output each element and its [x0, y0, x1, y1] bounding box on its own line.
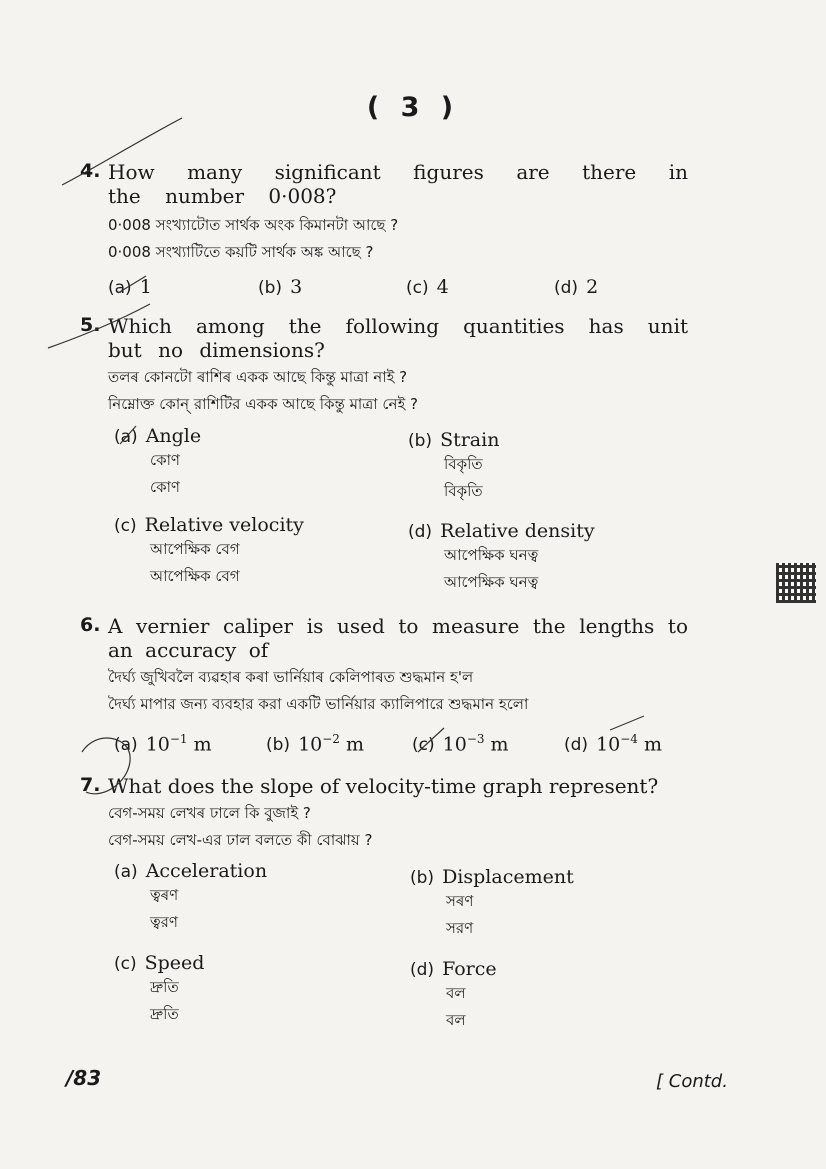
- option-c: (c) $10^{-3}$ m: [412, 732, 509, 756]
- question-number: 6.: [80, 614, 101, 636]
- continued-label: [ Contd.: [656, 1071, 728, 1092]
- question-text: A vernier caliper is used to measure the lengths to an accuracy of: [108, 614, 688, 662]
- option-b: (b) $10^{-2}$ m: [266, 732, 365, 756]
- options-row: [114, 732, 662, 755]
- option-d: (d) $10^{-4}$ m: [564, 732, 663, 756]
- question-4: [80, 160, 690, 298]
- options-grid: [114, 952, 674, 1042]
- question-text: What does the slope of velocity-time graph represent?: [108, 774, 659, 798]
- question-number: 5.: [80, 314, 101, 336]
- question-text-assamese: তলৰ কোনটো ৰাশিৰ একক আছে কিন্তু মাত্ৰা নাই ?: [108, 368, 408, 386]
- option-a: (a) $10^{-1}$ m: [114, 732, 212, 756]
- question-5: [80, 314, 690, 418]
- options-grid: [114, 514, 674, 604]
- option-c: (c) Speed দ্ৰুতি দ্রুতি: [114, 952, 205, 1023]
- paper-code: /83: [66, 1066, 102, 1090]
- option-c: (c) Relative velocity আপেক্ষিক বেগ আপেক্ষিক বেগ: [114, 514, 304, 585]
- question-number: 7.: [80, 774, 101, 796]
- question-text-assamese: দৈৰ্ঘ্য জুখিবলৈ ব্যৱহাৰ কৰা ভাৰ্নিয়াৰ কেলিপাৰত শুদ্ধমান হ'ল: [108, 668, 474, 686]
- question-text-assamese: 0·008 সংখ্যাটোত সাৰ্থক অংক কিমানটা আছে ?: [108, 216, 399, 234]
- option-d: (d) Relative density আপেক্ষিক ঘনত্ব আপেক্ষিক ঘনত্ব: [408, 520, 595, 591]
- option-d: (d) Force বল বল: [410, 958, 497, 1029]
- option-b: (b) 3: [258, 276, 303, 298]
- question-text-bengali: নিম্নোক্ত কোন্ রাশিটির একক আছে কিন্তু মাত্রা নেই ?: [108, 395, 418, 413]
- question-text: How many significant figures are there in the number 0·008?: [108, 160, 688, 208]
- option-a: (a) 1: [108, 276, 152, 298]
- page-number: ( 3 ): [366, 92, 460, 123]
- pen-stroke: [610, 716, 644, 730]
- option-b: (b) Displacement সৰণ সরণ: [410, 866, 574, 937]
- option-a: (a) Angle কোণ কোণ: [114, 425, 202, 496]
- question-number: 4.: [80, 160, 101, 182]
- question-6: [80, 614, 690, 718]
- question-text-assamese: বেগ-সময় লেখৰ ঢালে কি বুজাই ?: [108, 804, 311, 822]
- options-row: [108, 276, 690, 298]
- question-7: [80, 774, 690, 854]
- option-a: (a) Acceleration ত্বৰণ ত্বরণ: [114, 860, 268, 931]
- options-grid: [114, 860, 674, 950]
- question-text-bengali: দৈর্ঘ্য মাপার জন্য ব্যবহার করা একটি ভার্নিয়ার ক্যালিপারে শুদ্ধমান হলো: [108, 695, 529, 713]
- question-text: Which among the following quantities has unit but no dimensions?: [108, 314, 688, 362]
- options-grid: [114, 425, 674, 515]
- option-b: (b) Strain বিকৃতি বিকৃতি: [408, 429, 500, 500]
- option-d: (d) 2: [554, 276, 599, 298]
- option-c: (c) 4: [406, 276, 449, 298]
- qr-code-icon: [776, 563, 816, 603]
- question-text-bengali: 0·008 সংখ্যাটিতে কয়টি সার্থক অঙ্ক আছে ?: [108, 243, 374, 261]
- question-text-bengali: বেগ-সময় লেখ-এর ঢাল বলতে কী বোঝায় ?: [108, 831, 373, 849]
